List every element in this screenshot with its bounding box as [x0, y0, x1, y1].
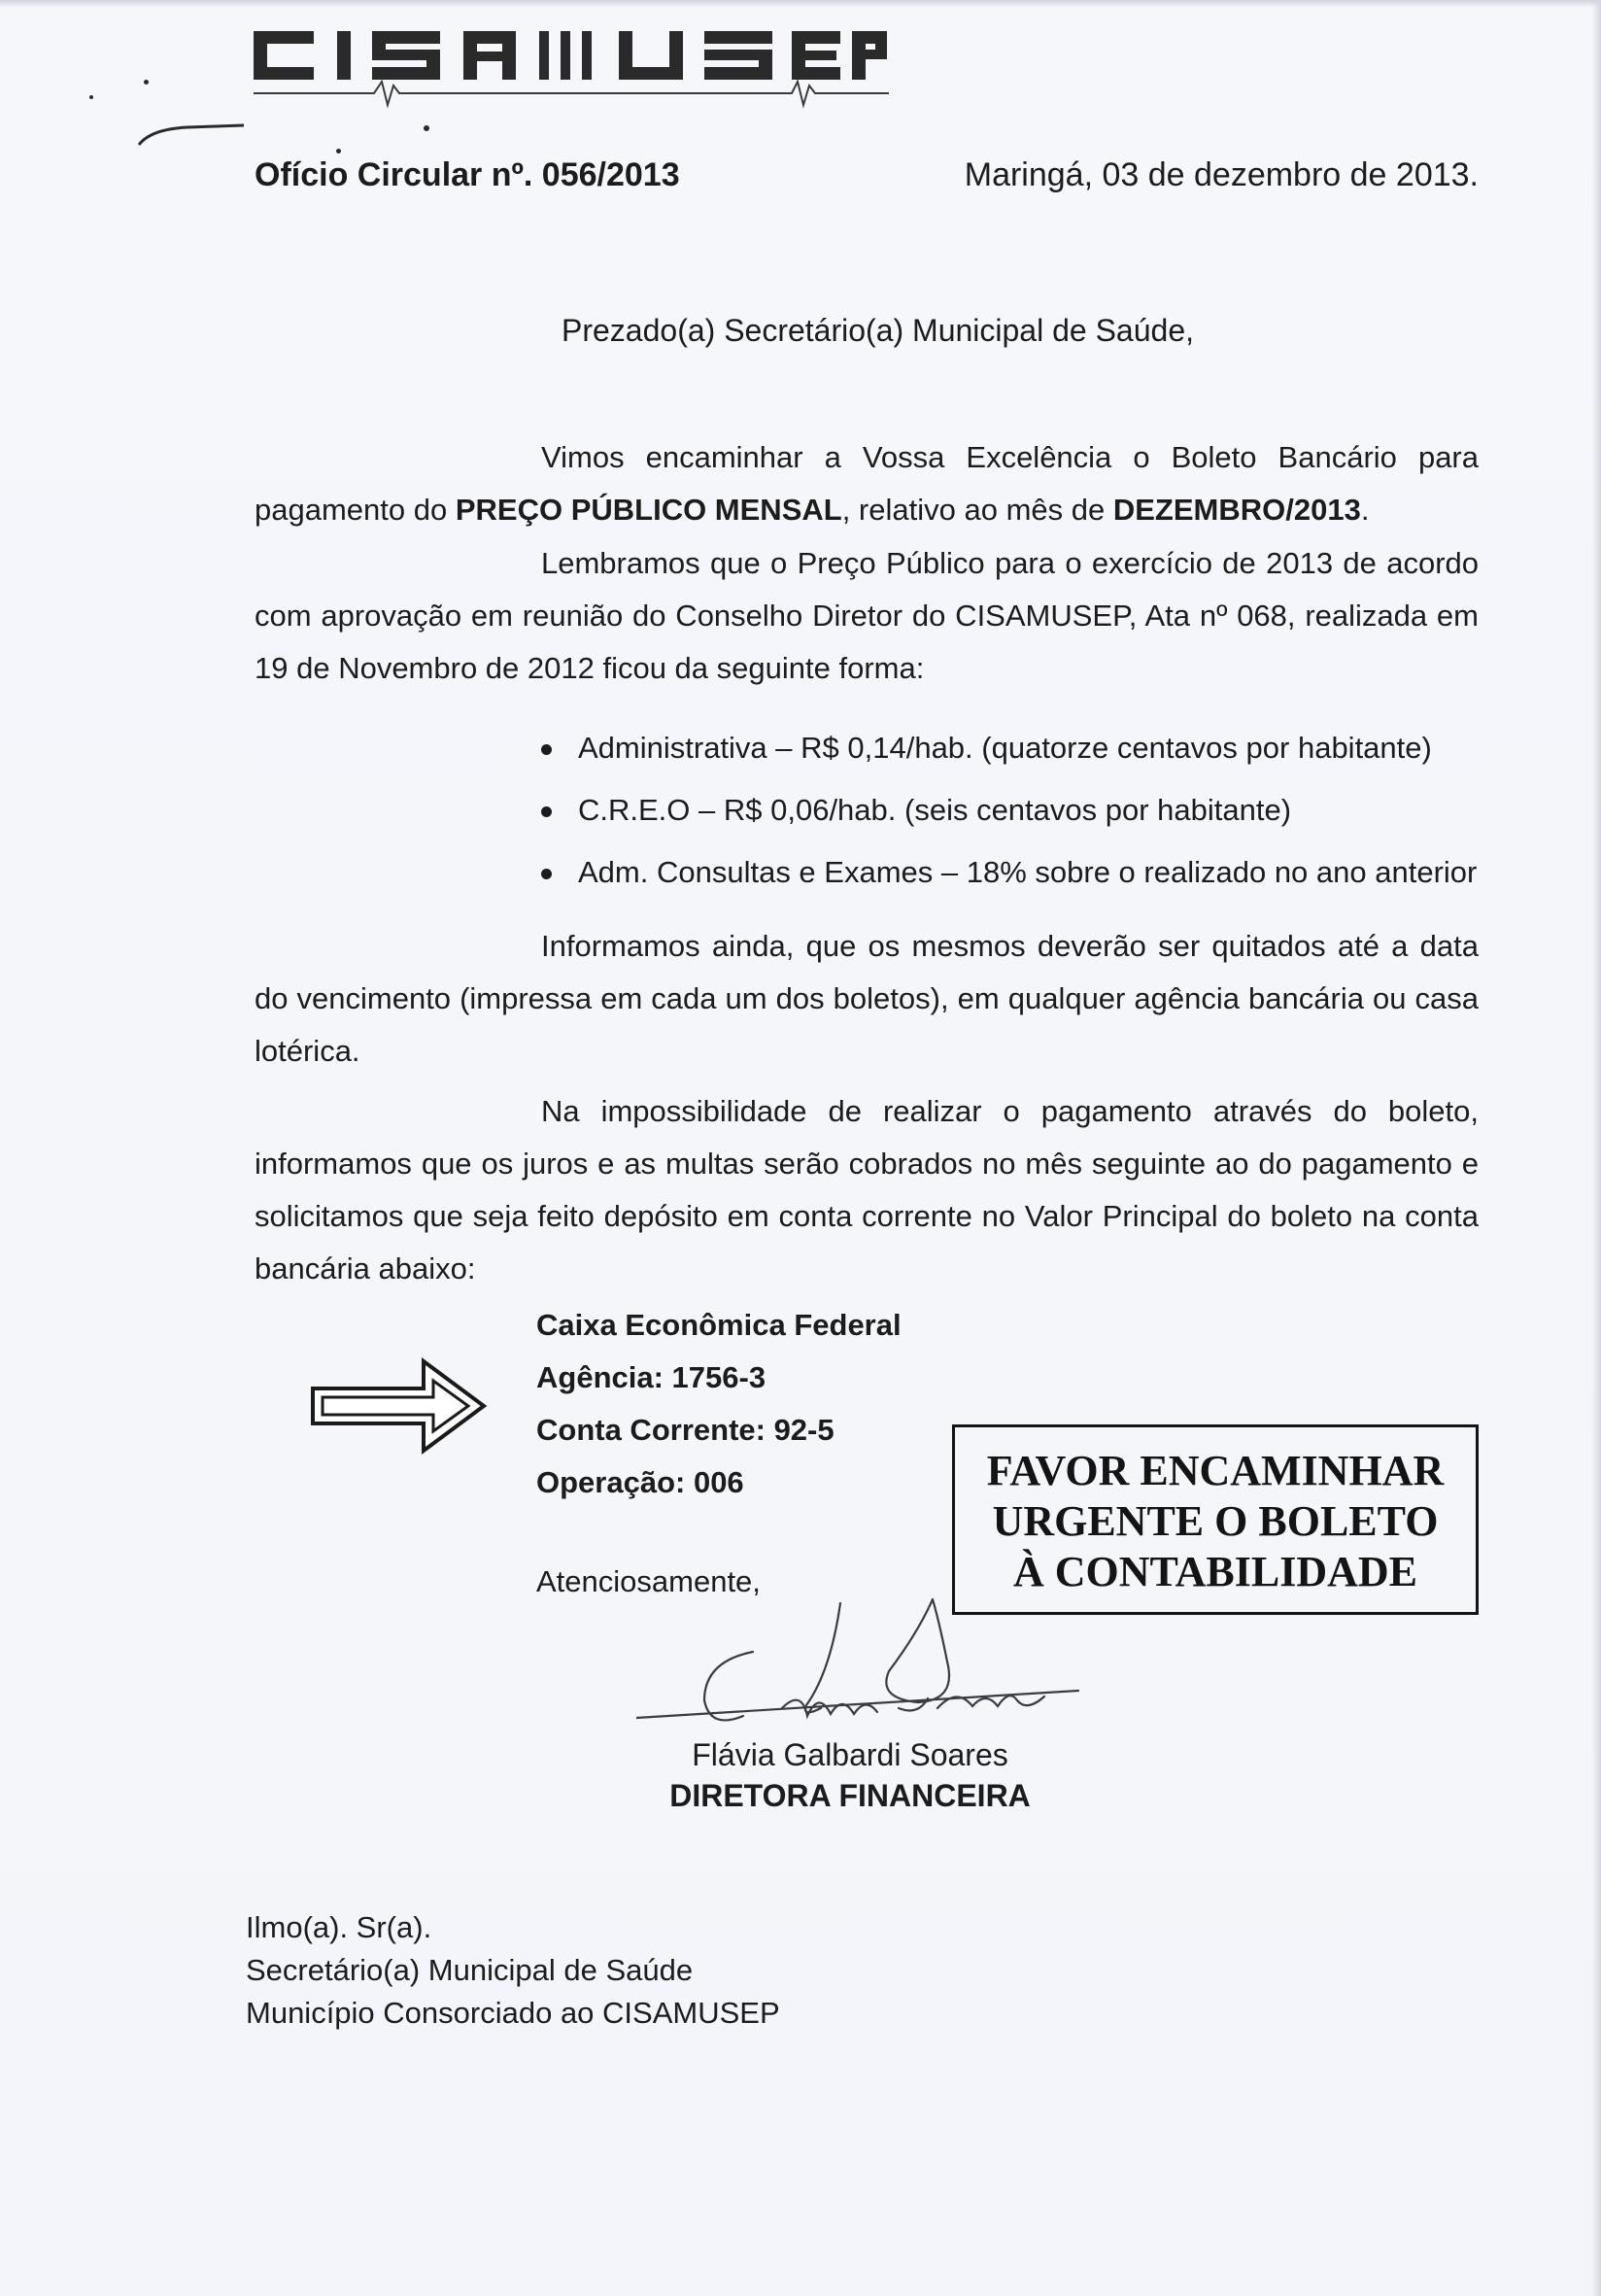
bank-operation: Operação: 006: [536, 1465, 744, 1499]
closing-phrase: Atenciosamente,: [536, 1564, 761, 1598]
fee-item-consultations: Adm. Consultas e Exames – 18% sobre o realizado no ano anterior: [539, 841, 1482, 904]
paragraph-text: Na impossibilidade de realizar o pagamento através do boleto, informamos que os juros e as multas serão cobrados no mês seguinte ao do pagamento e solicitamos que seja feito depósito em conta corrente no Valor Principal do boleto na conta bancária abaixo:: [255, 1094, 1479, 1285]
bank-name: Caixa Econômica Federal: [536, 1308, 902, 1342]
recipient-salutation: Ilmo(a). Sr(a).: [246, 1910, 432, 1944]
bank-account: Conta Corrente: 92-5: [536, 1413, 835, 1447]
paragraph-text: Informamos ainda, que os mesmos deverão ser quitados até a data do vencimento (impressa em cada um dos boletos), em qualquer agência bancária ou casa lotérica.: [255, 929, 1479, 1068]
paragraph-text: .: [1360, 493, 1370, 527]
paragraph-boleto-notice: [255, 431, 1479, 536]
scan-mark: [89, 95, 93, 99]
fee-item-administrative: Administrativa – R$ 0,14/hab. (quatorze centavos por habitante): [539, 717, 1482, 779]
paragraph-pricing-approval: [255, 537, 1479, 695]
bank-details: [536, 1299, 902, 1509]
fee-item-creo: C.R.E.O – R$ 0,06/hab. (seis centavos por habitante): [539, 779, 1482, 841]
cisamusep-logo: [248, 21, 889, 109]
signer-block: [636, 1734, 1064, 1816]
stamp-line: URGENTE O BOLETO: [992, 1497, 1439, 1545]
recipient-title: Secretário(a) Municipal de Saúde: [246, 1953, 694, 1987]
place-and-date: Maringá, 03 de dezembro de 2013.: [964, 156, 1479, 193]
paragraph-text: Vimos encaminhar a Vossa Excelência o Boleto Bancário para pagamento do: [255, 440, 1479, 527]
salutation: Prezado(a) Secretário(a) Municipal de Saúde,: [562, 313, 1194, 348]
urgent-stamp: [952, 1424, 1479, 1615]
recipient-block: [246, 1906, 780, 2035]
recipient-municipality: Município Consorciado ao CISAMUSEP: [246, 1996, 780, 2030]
emphasis-public-price: PREÇO PÚBLICO MENSAL: [455, 493, 842, 527]
stamp-line: À CONTABILIDADE: [1012, 1548, 1418, 1595]
bank-agency: Agência: 1756-3: [536, 1360, 766, 1394]
signer-role: DIRETORA FINANCEIRA: [669, 1778, 1031, 1813]
emphasis-month: DEZEMBRO/2013: [1112, 493, 1361, 527]
circular-reference: Ofício Circular nº. 056/2013: [255, 156, 680, 193]
page-shadow-top: [0, 0, 1601, 8]
fee-list: [539, 717, 1482, 904]
arrow-right-icon: [309, 1355, 489, 1457]
scan-mark: [424, 125, 429, 131]
scan-mark: [144, 80, 149, 85]
letter-header: [255, 155, 1479, 194]
signer-name: Flávia Galbardi Soares: [692, 1737, 1008, 1772]
scan-mark: [131, 112, 248, 151]
handwritten-signature: [636, 1593, 1093, 1749]
paragraph-payment-deadline: [255, 920, 1479, 1078]
stamp-line: FAVOR ENCAMINHAR: [986, 1447, 1445, 1494]
paragraph-text: Lembramos que o Preço Público para o exercício de 2013 de acordo com aprovação em reunião do Conselho Diretor do CISAMUSEP, Ata nº 068, realizada em 19 de Novembro de 2012 ficou da seguinte forma:: [255, 546, 1479, 685]
scan-mark: [336, 149, 341, 154]
paragraph-text: , relativo ao mês de: [841, 493, 1106, 527]
page-shadow-right: [1591, 0, 1601, 2296]
paragraph-deposit-instructions: [255, 1085, 1479, 1295]
